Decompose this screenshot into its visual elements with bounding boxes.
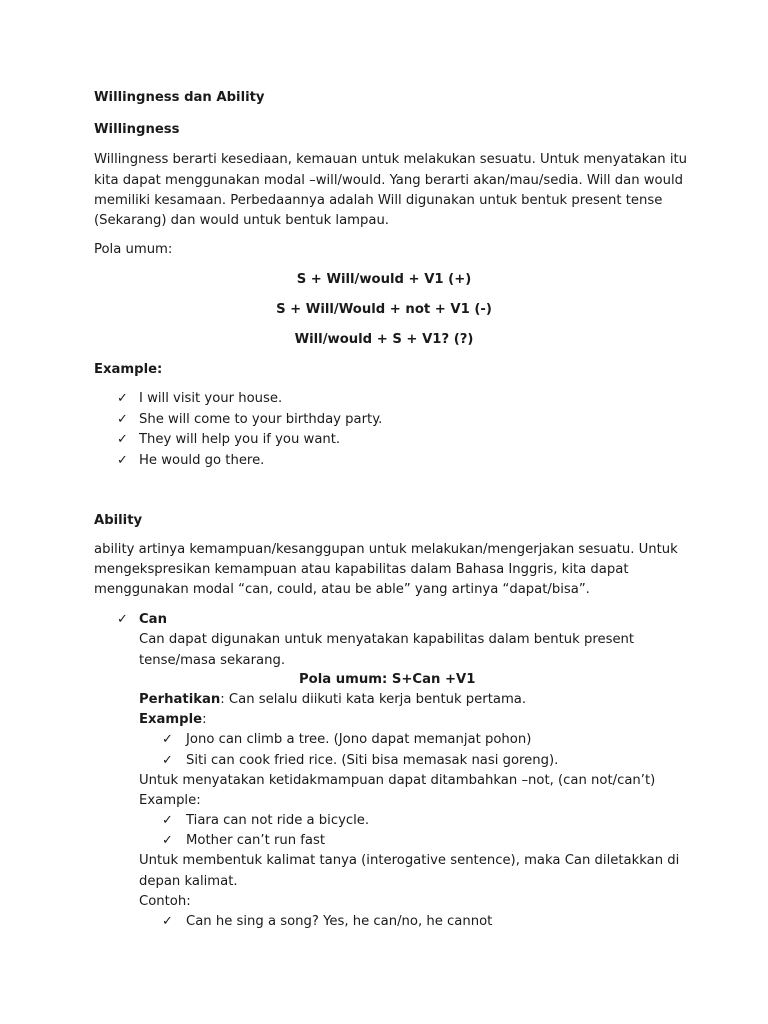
ability-heading: Ability [94,513,143,528]
willingness-example-2: She will come to your birthday party. [139,412,383,427]
can-example-1: Jono can climb a tree. (Jono dapat memanjat pohon) [186,732,532,747]
willingness-paragraph-line-1: Willingness berarti kesediaan, kemauan untuk melakukan sesuatu. Untuk menyatakan itu [94,152,688,167]
willingness-heading: Willingness [94,122,180,137]
willingness-example-4: He would go there. [139,453,265,468]
check-mark-icon: ✓ [162,833,173,848]
can-example-colon: : [202,712,207,727]
perhatikan-text: : Can selalu diikuti kata kerja bentuk pertama. [220,692,527,707]
formula-negative: S + Will/Would + not + V1 (-) [276,302,492,317]
check-mark-icon: ✓ [162,753,173,768]
can-description-line-1: Can dapat digunakan untuk menyatakan kapabilitas dalam bentuk present [139,632,635,647]
formula-question: Will/would + S + V1? (?) [294,332,474,347]
can-negative-example-2: Mother can’t run fast [186,833,326,848]
willingness-example-label: Example: [94,362,163,377]
can-heading: Can [139,612,167,627]
check-mark-icon: ✓ [117,432,128,447]
contoh-label: Contoh: [139,894,191,909]
can-pola-umum: Pola umum: S+Can +V1 [299,672,476,687]
formula-positive: S + Will/would + V1 (+) [296,272,472,287]
can-negative-example-label: Example: [139,793,201,808]
willingness-paragraph-line-3: memiliki kesamaan. Perbedaannya adalah Will digunakan untuk bentuk present tense [94,193,663,208]
can-example-2: Siti can cook fried rice. (Siti bisa memasak nasi goreng). [186,753,559,768]
willingness-paragraph-line-4: (Sekarang) dan would untuk bentuk lampau. [94,213,389,228]
willingness-paragraph-line-2: kita dapat menggunakan modal –will/would. Yang berarti akan/mau/sedia. Will dan would [94,173,684,188]
check-mark-icon: ✓ [162,813,173,828]
check-mark-icon: ✓ [162,732,173,747]
can-example-label-line [139,710,207,730]
ability-paragraph-line-1: ability artinya kemampuan/kesanggupan untuk melakukan/mengerjakan sesuatu. Untuk [94,542,678,557]
check-mark-icon: ✓ [117,391,128,406]
check-mark-icon: ✓ [117,453,128,468]
can-description-line-2: tense/masa sekarang. [139,653,286,668]
document-title: Willingness dan Ability [94,90,265,105]
check-mark-icon: ✓ [117,412,128,427]
can-example-label: Example [139,712,203,727]
check-mark-icon: ✓ [117,612,128,627]
can-negative-example-1: Tiara can not ride a bicycle. [186,813,370,828]
pola-umum-label: Pola umum: [94,242,173,257]
willingness-example-1: I will visit your house. [139,391,283,406]
perhatikan-note [139,690,526,710]
willingness-example-3: They will help you if you want. [139,432,341,447]
can-question-text-line-1: Untuk membentuk kalimat tanya (interogative sentence), maka Can diletakkan di [139,853,680,868]
can-question-example-1: Can he sing a song? Yes, he can/no, he cannot [186,914,493,929]
can-negative-text: Untuk menyatakan ketidakmampuan dapat ditambahkan –not, (can not/can’t) [139,773,656,788]
ability-paragraph-line-2: mengekspresikan kemampuan atau kapabilitas dalam Bahasa Inggris, kita dapat [94,562,629,577]
can-question-text-line-2: depan kalimat. [139,874,238,889]
perhatikan-label: Perhatikan [139,692,221,707]
check-mark-icon: ✓ [162,914,173,929]
ability-paragraph-line-3: menggunakan modal “can, could, atau be able” yang artinya “dapat/bisa”. [94,582,590,597]
